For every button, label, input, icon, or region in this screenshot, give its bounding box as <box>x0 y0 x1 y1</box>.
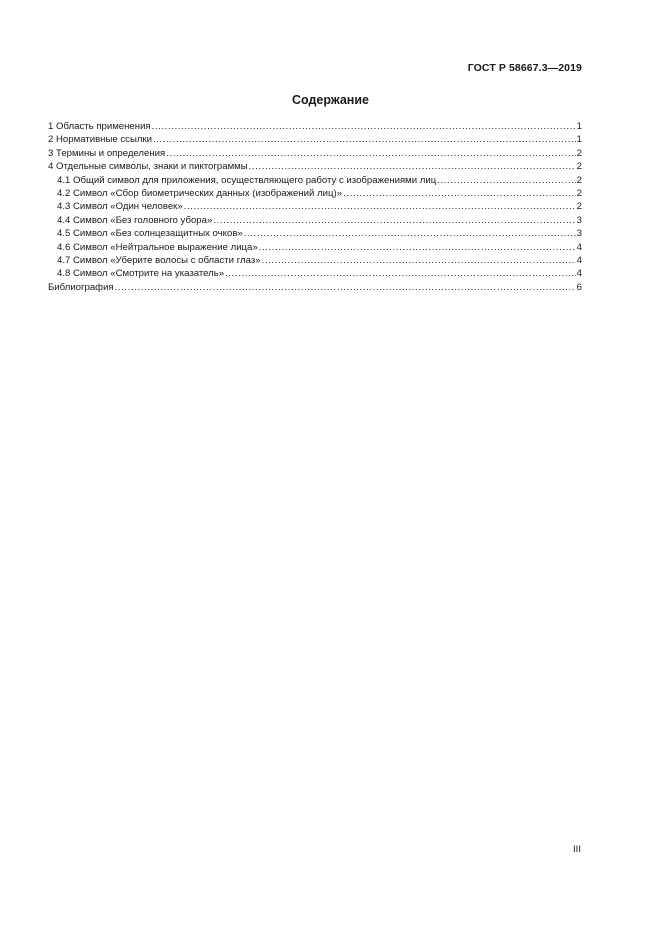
toc-subentry[interactable] <box>48 241 582 254</box>
toc-entry-label: Библиография <box>48 281 114 293</box>
toc-entry-page: 3 <box>576 228 582 240</box>
dot-leader <box>437 174 575 187</box>
dot-leader <box>262 254 576 267</box>
toc-entry-label: 4.5 Символ «Без солнцезащитных очков» <box>57 228 243 240</box>
toc-entry[interactable] <box>48 281 582 294</box>
toc-entry-page: 4 <box>576 268 582 280</box>
toc-subentry[interactable] <box>48 227 582 240</box>
dot-leader <box>343 187 576 200</box>
toc-subentry[interactable] <box>48 254 582 267</box>
toc-title: Содержание <box>291 93 369 107</box>
document-code: ГОСТ Р 58667.3—2019 <box>467 62 582 74</box>
toc-entry-page: 3 <box>576 214 582 226</box>
dot-leader <box>152 120 576 133</box>
toc-entry[interactable] <box>48 147 582 160</box>
toc-subentry[interactable] <box>48 174 582 187</box>
toc-entry-label: 3 Термины и определения <box>48 147 166 159</box>
toc-entry-label: 4.6 Символ «Нейтральное выражение лица» <box>57 241 258 253</box>
toc-entry-page: 4 <box>576 255 582 267</box>
dot-leader <box>115 281 576 294</box>
toc-entry-page: 2 <box>576 161 582 173</box>
toc-subentry[interactable] <box>48 267 582 280</box>
toc-entry-label: 4 Отдельные символы, знаки и пиктограммы <box>48 161 248 173</box>
dot-leader <box>225 267 576 280</box>
toc-entry-page: 6 <box>576 281 582 293</box>
toc-entry-label: 4.2 Символ «Сбор биометрических данных (изображений лиц)» <box>57 188 343 200</box>
toc-subentry[interactable] <box>48 214 582 227</box>
toc-entry-label: 4.4 Символ «Без головного убора» <box>57 214 213 226</box>
toc-entry-label: 1 Область применения <box>48 121 151 132</box>
toc-subentry[interactable] <box>48 200 582 213</box>
toc-entry[interactable] <box>48 120 582 133</box>
toc-entry-label: 4.8 Символ «Смотрите на указатель» <box>57 268 225 280</box>
toc-entry-page: 1 <box>576 121 582 132</box>
dot-leader <box>249 160 576 173</box>
dot-leader <box>184 200 576 213</box>
toc-entry[interactable] <box>48 160 582 173</box>
toc-entry-page: 2 <box>576 188 582 200</box>
toc-subentry[interactable] <box>48 187 582 200</box>
toc-entry-label: 2 Нормативные ссылки <box>48 134 153 146</box>
toc-entry-label: 4.7 Символ «Уберите волосы с области глаз» <box>57 255 261 267</box>
toc-entry[interactable] <box>48 133 582 146</box>
dot-leader <box>259 241 576 254</box>
page-number: III <box>573 844 581 855</box>
toc-entry-page: 2 <box>576 174 582 186</box>
toc-entry-page: 2 <box>576 201 582 213</box>
dot-leader <box>153 133 576 146</box>
toc-entry-page: 1 <box>576 134 582 146</box>
dot-leader <box>166 147 575 160</box>
toc-entry-page: 2 <box>576 147 582 159</box>
toc-entry-page: 4 <box>576 241 582 253</box>
toc-entry-label: 4.1 Общий символ для приложения, осуществляющего работу с изображениями лиц <box>57 174 437 186</box>
toc-entry-label: 4.3 Символ «Один человек» <box>57 201 183 213</box>
dot-leader <box>213 214 575 227</box>
dot-leader <box>244 227 576 240</box>
table-of-contents <box>48 120 582 294</box>
